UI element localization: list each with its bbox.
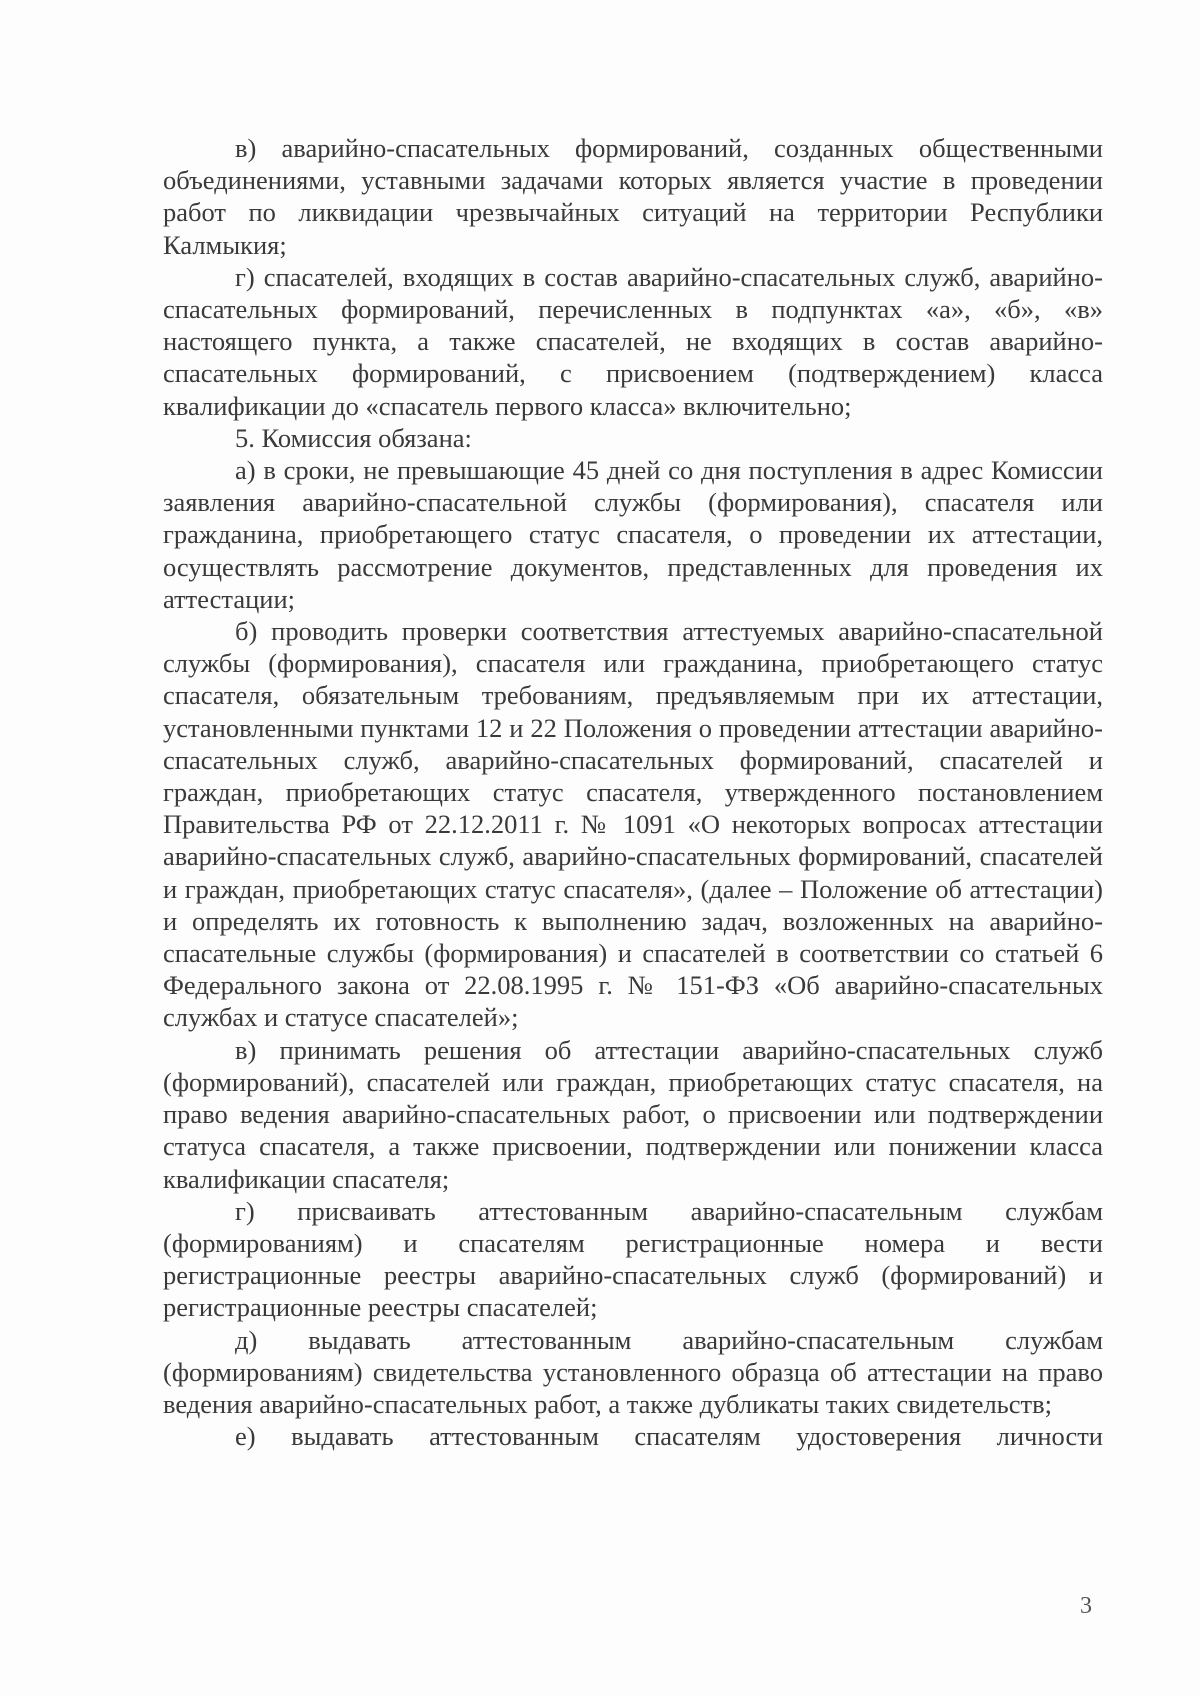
paragraph-g-registration: г) присваивать аттестованным аварийно-спасательным службам (формированиям) и спасателям регистрационные номера и вести регистрационные реестры аварийно-спасательных служб (формирований) и регистрационные реестры спасателей; <box>163 1195 1103 1323</box>
paragraph-a-deadlines: а) в сроки, не превышающие 45 дней со дня поступления в адрес Комиссии заявления аварийно-спасательной службы (формирования), спасателя или гражданина, приобретающего статус спасателя, о проведении их аттестации, осуществлять рассмотрение документов, представленных для проведения их аттестации; <box>163 455 1103 614</box>
paragraph-g-rescuers: г) спасателей, входящих в состав аварийно-спасательных служб, аварийно-спасательных формирований, перечисленных в подпунктах «а», «б», «в» настоящего пункта, а также спасателей, не входящих в состав аварийно-спасательных формирований, с присвоением (подтверждением) класса квалификации до «спасатель первого класса» включительно; <box>163 261 1103 421</box>
page-number: 3 <box>1080 1593 1092 1619</box>
paragraph-b-checks: б) проводить проверки соответствия аттестуемых аварийно-спасательной службы (формирования), спасателя или гражданина, приобретающего статус спасателя, обязательным требованиям, предъявляемым при их аттестации, установленными пунктами 12 и 22 Положения о проведении аттестации аварийно-спасательных служб, аварийно-спасательных формирований, спасателей и граждан, приобретающих статус спасателя, утвержденного постановлением Правительства РФ от 22.12.2011 г. № 1091 «О некоторых вопросах аттестации аварийно-спасательных служб, аварийно-спасательных формирований, спасателей и граждан, приобретающих статус спасателя», (далее – Положение об аттестации) и определять их готовность к выполнению задач, возложенных на аварийно-спасательные службы (формирования) и спасателей в соответствии со статьей 6 Федерального закона от 22.08.1995 г. № 151-ФЗ «Об аварийно-спасательных службах и статусе спасателей»; <box>163 616 1103 1033</box>
paragraph-d-certificates: д) выдавать аттестованным аварийно-спасательным службам (формированиям) свидетельства установленного образца об аттестации на право ведения аварийно-спасательных работ, а также дубликаты таких свидетельств; <box>163 1324 1103 1419</box>
paragraph-v-formations: в) аварийно-спасательных формирований, созданных общественными объединениями, уставными задачами которых является участие в проведении работ по ликвидации чрезвычайных ситуаций на территории Республики Калмыкия; <box>163 133 1103 260</box>
document-body <box>163 132 1103 1452</box>
paragraph-v-decisions: в) принимать решения об аттестации аварийно-спасательных служб (формирований), спасателей или граждан, приобретающих статус спасателя, на право ведения аварийно-спасательных работ, о присвоении или подтверждении статуса спасателя, а также присвоении, подтверждении или понижении класса квалификации спасателя; <box>163 1034 1103 1194</box>
section-5-heading: 5. Комиссия обязана: <box>235 422 472 453</box>
paragraph-e-ids: е) выдавать аттестованным спасателям удостоверения личности <box>235 1421 1103 1452</box>
